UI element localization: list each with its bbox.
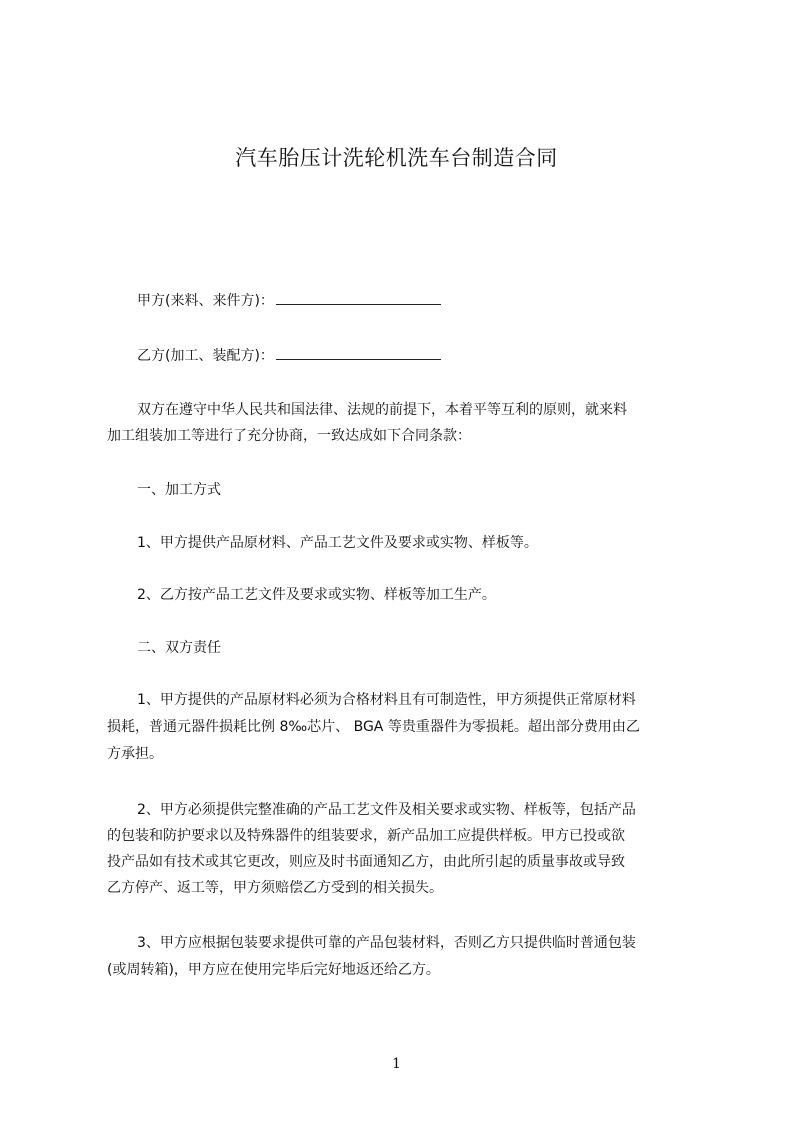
party-a-blank	[276, 290, 441, 305]
section2-heading: 二、双方责任	[137, 640, 221, 656]
clause1-line-1: 1、甲方提供的产品原材料必须为合格材料且有可制造性，甲方须提供正常原材料	[137, 692, 636, 708]
clause2-line-3: 投产品如有技术或其它更改，则应及时书面通知乙方，由此所引起的质量事故或导致	[107, 854, 625, 870]
section1-heading: 一、加工方式	[137, 482, 221, 498]
clause1-line-3: 方承担。	[107, 746, 163, 762]
page-number: 1	[392, 1056, 401, 1072]
party-b-line	[137, 345, 441, 366]
party-b-blank	[276, 345, 441, 360]
document-title: 汽车胎压计洗轮机洗车台制造合同	[235, 146, 558, 170]
clause2-line-4: 乙方停产、返工等，甲方须赔偿乙方受到的相关损失。	[107, 880, 443, 896]
section1-item-2: 2、乙方按产品工艺文件及要求或实物、样板等加工生产。	[137, 587, 496, 603]
clause3-line-2: (或周转箱)，甲方应在使用完毕后完好地返还给乙方。	[107, 962, 440, 978]
clause2-line-2: 的包装和防护要求以及特殊器件的组装要求，新产品加工应提供样板。甲方已投或欲	[107, 828, 625, 844]
preamble-line-1: 双方在遵守中华人民共和国法律、法规的前提下，本着平等互利的原则，就来料	[137, 402, 627, 418]
party-a-line	[137, 290, 441, 311]
preamble-line-2: 加工组装加工等进行了充分协商，一致达成如下合同条款：	[107, 428, 471, 444]
section1-item-1: 1、甲方提供产品原材料、产品工艺文件及要求或实物、样板等。	[137, 535, 538, 551]
clause2-line-1: 2、甲方必须提供完整准确的产品工艺文件及相关要求或实物、样板等，包括产品	[137, 802, 636, 818]
party-b-label: 乙方(加工、装配方)：	[137, 348, 274, 364]
clause3-line-1: 3、甲方应根据包装要求提供可靠的产品包装材料，否则乙方只提供临时普通包装	[137, 935, 636, 951]
party-a-label: 甲方(来料、来件方)：	[137, 293, 274, 309]
clause1-line-2: 损耗，普通元器件损耗比例 8‰芯片、 BGA 等贵重器件为零损耗。超出部分费用由乙	[107, 719, 640, 735]
